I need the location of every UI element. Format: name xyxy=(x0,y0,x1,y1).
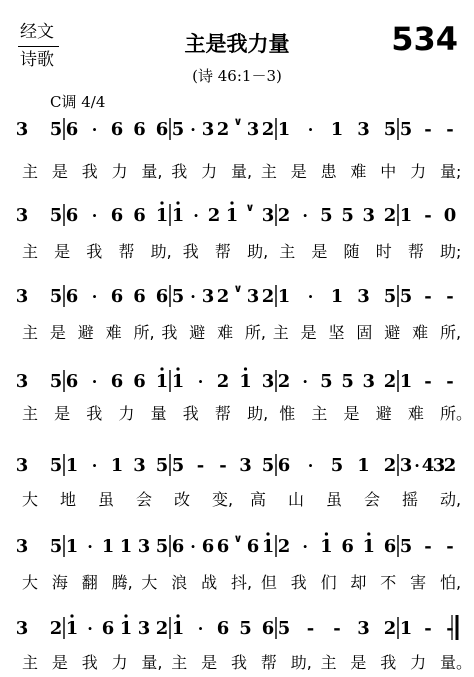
lyric-char: 主 xyxy=(22,653,39,672)
lyric-char: 所, xyxy=(133,323,155,342)
lyric-char: 我 xyxy=(86,404,103,423)
lyric-char: 主 xyxy=(22,242,39,261)
dash-note: - xyxy=(306,618,315,639)
lyric-char: 翻 xyxy=(81,573,98,592)
note: 0 xyxy=(443,205,457,226)
lyric-char: 避 xyxy=(77,323,94,342)
note: 3 xyxy=(137,536,151,557)
note: 5 xyxy=(261,455,275,476)
note: 1 xyxy=(101,536,115,557)
note: 6 xyxy=(65,371,79,392)
dot-note: · xyxy=(193,206,199,225)
octave-dot xyxy=(176,614,179,617)
dot-note: · xyxy=(190,120,196,139)
note: 6 xyxy=(277,455,291,476)
lyric-char: 助; xyxy=(440,242,462,261)
dot-note: · xyxy=(190,537,196,556)
lyric-char: 是 xyxy=(350,653,367,672)
note: 1 xyxy=(399,205,413,226)
lyric-char: 量, xyxy=(141,653,163,672)
note: 6 xyxy=(133,371,146,392)
lyric-char: 惟 xyxy=(279,404,296,423)
lyric-char: 浪 xyxy=(171,573,188,592)
score-line xyxy=(16,454,461,509)
note: 2 xyxy=(277,205,291,226)
lyric-char: 固 xyxy=(356,323,373,342)
octave-dot xyxy=(176,367,179,370)
lyric-char: 难 xyxy=(407,404,424,423)
lyric-char: 帮 xyxy=(214,404,231,423)
lyric-char: 我 xyxy=(290,573,307,592)
dash-note: - xyxy=(424,618,432,639)
note: 1 xyxy=(320,536,333,557)
note: 3 xyxy=(15,119,29,140)
lyric-char: 所。 xyxy=(440,404,473,423)
score-line xyxy=(16,201,462,261)
dot-note: · xyxy=(91,456,98,475)
note: 1 xyxy=(399,371,413,392)
breath-mark: ∨ xyxy=(245,201,255,214)
note: 5 xyxy=(341,371,354,392)
note: 3 xyxy=(201,119,215,140)
lyric-char: 力 xyxy=(410,162,427,181)
lyric-char: 难 xyxy=(217,323,234,342)
lyric-char: 患 xyxy=(320,162,337,181)
score-line xyxy=(16,614,472,672)
lyric-char: 虽 xyxy=(98,490,115,509)
note: 1 xyxy=(277,286,291,307)
lyric-char: 主 xyxy=(260,162,277,181)
lyric-char: 帮 xyxy=(118,242,135,261)
scripture-reference: (诗 46:1－3) xyxy=(192,67,282,85)
dot-note: · xyxy=(302,206,308,225)
lyric-char: 是 xyxy=(311,242,328,261)
note: 1 xyxy=(171,371,185,392)
note: 2 xyxy=(216,286,230,307)
lyric-char: 是 xyxy=(54,242,71,261)
note: 1 xyxy=(225,205,239,226)
note: 2 xyxy=(216,371,230,392)
lyric-char: 抖, xyxy=(231,573,253,592)
lyric-char: 改 xyxy=(174,490,191,509)
note: 3 xyxy=(201,286,215,307)
hymn-number: 534 xyxy=(391,20,458,58)
lyric-char: 摇 xyxy=(402,490,419,509)
lyric-char: 我 xyxy=(231,653,248,672)
note: 2 xyxy=(49,618,63,639)
lyric-char: 大 xyxy=(141,573,158,592)
lyric-char: 是 xyxy=(54,404,71,423)
note: 2 xyxy=(216,119,230,140)
lyric-char: 是 xyxy=(49,323,66,342)
octave-dot xyxy=(160,367,163,370)
dash-note: - xyxy=(446,618,454,639)
lyric-char: 时 xyxy=(375,242,392,261)
lyric-char: 力 xyxy=(118,404,135,423)
note: 5 xyxy=(49,205,63,226)
note: 5 xyxy=(320,371,333,392)
note: 3 xyxy=(261,371,275,392)
dot-note: · xyxy=(190,287,196,306)
note: 3 xyxy=(362,205,376,226)
lyric-char: 我 xyxy=(81,653,98,672)
lyric-char: 助, xyxy=(290,653,312,672)
note: 1 xyxy=(330,286,344,307)
lyric-char: 量 xyxy=(150,404,167,423)
dot-note: · xyxy=(414,456,420,475)
note: 3 xyxy=(432,455,446,476)
lyric-char: 我 xyxy=(171,162,188,181)
lyric-char: 是 xyxy=(343,404,360,423)
lyric-char: 量, xyxy=(231,162,253,181)
note: 3 xyxy=(357,119,370,140)
dash-note: - xyxy=(424,119,432,140)
lyric-char: 我 xyxy=(161,323,178,342)
lyric-char: 大 xyxy=(22,490,39,509)
dot-note: · xyxy=(87,537,93,556)
dash-note: - xyxy=(446,371,454,392)
dot-note: · xyxy=(197,372,204,391)
lyric-char: 随 xyxy=(343,242,360,261)
lyric-char: 主 xyxy=(279,242,296,261)
hymn-title: 主是我力量 xyxy=(184,32,290,56)
lyric-char: 助, xyxy=(150,242,172,261)
lyric-char: 是 xyxy=(51,653,68,672)
breath-mark: ∨ xyxy=(233,282,243,295)
note: 2 xyxy=(383,205,397,226)
lyric-char: 是 xyxy=(290,162,307,181)
note: 5 xyxy=(49,119,63,140)
note: 6 xyxy=(133,119,146,140)
note: 1 xyxy=(155,205,169,226)
note: 6 xyxy=(216,536,230,557)
note: 1 xyxy=(277,119,291,140)
note: 6 xyxy=(65,286,79,307)
note: 3 xyxy=(137,618,151,639)
dot-note: · xyxy=(91,206,98,225)
octave-dot xyxy=(70,614,73,617)
note: 4 xyxy=(421,455,435,476)
note: 1 xyxy=(239,371,252,392)
octave-dot xyxy=(244,367,247,370)
note: 3 xyxy=(399,455,413,476)
lyric-char: 是 xyxy=(51,162,68,181)
note: 1 xyxy=(399,618,413,639)
dash-note: - xyxy=(424,286,432,307)
note: 3 xyxy=(15,618,29,639)
octave-dot xyxy=(325,532,328,535)
lyric-char: 主 xyxy=(22,162,39,181)
lyric-char: 主 xyxy=(171,653,188,672)
note: 3 xyxy=(15,205,29,226)
dot-note: · xyxy=(302,372,308,391)
dash-note: - xyxy=(424,536,432,557)
note: 5 xyxy=(341,205,354,226)
note: 5 xyxy=(383,119,397,140)
note: 6 xyxy=(110,119,124,140)
lyric-char: 难 xyxy=(105,323,122,342)
lyric-char: 大 xyxy=(22,573,39,592)
lyric-char: 高 xyxy=(250,490,267,509)
note: 5 xyxy=(383,286,397,307)
note: 3 xyxy=(15,455,29,476)
dot-note: · xyxy=(307,456,314,475)
lyric-char: 所, xyxy=(244,323,267,342)
octave-dot xyxy=(176,201,179,204)
lyric-char: 力 xyxy=(410,653,427,672)
note: 6 xyxy=(133,286,146,307)
lyric-char: 帮 xyxy=(214,242,231,261)
note: 5 xyxy=(399,286,413,307)
note: 1 xyxy=(330,119,344,140)
note: 5 xyxy=(399,536,413,557)
dot-note: · xyxy=(91,120,98,139)
score-line xyxy=(16,367,472,423)
note: 3 xyxy=(362,371,376,392)
note: 2 xyxy=(261,119,275,140)
lyric-char: 怕, xyxy=(440,573,462,592)
score-line xyxy=(16,115,462,181)
lyric-char: 害 xyxy=(410,573,427,592)
lyric-char: 量, xyxy=(141,162,163,181)
note: 1 xyxy=(119,536,133,557)
dot-note: · xyxy=(87,619,93,638)
note: 6 xyxy=(246,536,260,557)
dash-note: - xyxy=(446,119,454,140)
note: 6 xyxy=(383,536,397,557)
note: 5 xyxy=(155,536,169,557)
lyric-char: 我 xyxy=(81,162,98,181)
note: 3 xyxy=(15,286,29,307)
breath-mark: ∨ xyxy=(233,532,243,545)
note: 2 xyxy=(277,536,291,557)
lyric-char: 主 xyxy=(22,404,39,423)
note: 1 xyxy=(110,455,124,476)
lyric-char: 量; xyxy=(440,162,462,181)
octave-dot xyxy=(160,201,163,204)
category-label-line2: 诗歌 xyxy=(20,50,54,70)
dash-note: - xyxy=(446,536,454,557)
lyric-char: 避 xyxy=(375,404,392,423)
lyric-char: 量。 xyxy=(440,653,473,672)
note: 2 xyxy=(261,286,275,307)
lyric-char: 我 xyxy=(182,242,199,261)
note: 5 xyxy=(171,286,185,307)
lyric-char: 山 xyxy=(288,490,305,509)
lyric-char: 主 xyxy=(272,323,289,342)
octave-dot xyxy=(266,532,269,535)
dot-note: · xyxy=(302,537,308,556)
octave-dot xyxy=(367,532,370,535)
note: 3 xyxy=(246,119,260,140)
lyric-char: 助, xyxy=(247,242,269,261)
note: 6 xyxy=(216,618,230,639)
lyric-char: 但 xyxy=(260,573,277,592)
lyric-char: 却 xyxy=(350,573,367,592)
octave-dot xyxy=(230,201,233,204)
note: 2 xyxy=(277,371,291,392)
lyric-char: 我 xyxy=(86,242,103,261)
note: 6 xyxy=(201,536,215,557)
lyric-char: 避 xyxy=(189,323,206,342)
dash-note: - xyxy=(333,618,341,639)
lyric-char: 主 xyxy=(311,404,328,423)
note: 5 xyxy=(171,119,185,140)
lyric-char: 难 xyxy=(350,162,367,181)
note: 1 xyxy=(155,371,169,392)
note: 3 xyxy=(357,286,370,307)
dot-note: · xyxy=(307,120,314,139)
lyric-char: 海 xyxy=(51,573,68,592)
note: 3 xyxy=(133,455,146,476)
note: 5 xyxy=(49,536,63,557)
dot-note: · xyxy=(91,372,98,391)
lyric-char: 主 xyxy=(22,323,39,342)
note: 6 xyxy=(155,119,169,140)
lyric-char: 战 xyxy=(201,573,218,592)
note: 5 xyxy=(277,618,291,639)
dash-note: - xyxy=(446,286,454,307)
note: 3 xyxy=(357,618,370,639)
lyric-char: 避 xyxy=(384,323,401,342)
note: 3 xyxy=(239,455,252,476)
lyric-char: 主 xyxy=(320,653,337,672)
note: 5 xyxy=(49,455,63,476)
note: 1 xyxy=(119,618,133,639)
note: 3 xyxy=(246,286,260,307)
dash-note: - xyxy=(219,455,227,476)
lyric-char: 坚 xyxy=(328,323,345,342)
note: 6 xyxy=(133,205,146,226)
lyric-char: 会 xyxy=(136,490,153,509)
note: 2 xyxy=(383,618,397,639)
lyric-char: 虽 xyxy=(326,490,343,509)
lyric-char: 地 xyxy=(60,490,77,509)
note: 2 xyxy=(207,205,221,226)
note: 5 xyxy=(49,286,63,307)
note: 2 xyxy=(443,455,457,476)
note: 5 xyxy=(399,119,413,140)
note: 3 xyxy=(261,205,275,226)
note: 6 xyxy=(110,205,124,226)
note: 6 xyxy=(341,536,354,557)
key-signature: C调 4/4 xyxy=(50,93,106,111)
lyric-char: 力 xyxy=(111,162,128,181)
dot-note: · xyxy=(197,619,204,638)
note: 1 xyxy=(362,536,376,557)
note: 1 xyxy=(65,455,79,476)
note: 5 xyxy=(320,205,333,226)
note: 3 xyxy=(15,536,29,557)
score-line xyxy=(16,532,461,592)
lyric-char: 难 xyxy=(412,323,429,342)
note: 6 xyxy=(65,119,79,140)
note: 3 xyxy=(15,371,29,392)
dash-note: - xyxy=(196,455,205,476)
lyric-char: 力 xyxy=(111,653,128,672)
note: 5 xyxy=(330,455,344,476)
note: 1 xyxy=(357,455,370,476)
note: 2 xyxy=(155,618,169,639)
note: 2 xyxy=(383,455,397,476)
lyric-char: 力 xyxy=(201,162,218,181)
lyric-char: 腾, xyxy=(111,573,133,592)
note: 6 xyxy=(101,618,115,639)
note: 1 xyxy=(171,618,185,639)
score-line xyxy=(16,282,461,342)
lyric-char: 所, xyxy=(440,323,462,342)
note: 6 xyxy=(110,286,124,307)
lyric-char: 动, xyxy=(440,490,462,509)
lyric-char: 不 xyxy=(380,573,397,592)
note: 6 xyxy=(171,536,185,557)
note: 6 xyxy=(65,205,79,226)
octave-dot xyxy=(124,614,127,617)
category-label-line1: 经文 xyxy=(20,22,54,42)
lyric-char: 帮 xyxy=(260,653,277,672)
lyric-char: 我 xyxy=(182,404,199,423)
note: 5 xyxy=(171,455,185,476)
note: 2 xyxy=(383,371,397,392)
lyric-char: 帮 xyxy=(407,242,424,261)
lyric-char: 们 xyxy=(320,573,337,592)
note: 5 xyxy=(49,371,63,392)
note: 6 xyxy=(261,618,275,639)
note: 6 xyxy=(110,371,124,392)
note: 1 xyxy=(65,536,79,557)
note: 6 xyxy=(155,286,169,307)
lyric-char: 中 xyxy=(380,162,397,181)
lyric-char: 助, xyxy=(247,404,269,423)
note: 1 xyxy=(261,536,275,557)
note: 1 xyxy=(171,205,185,226)
dot-note: · xyxy=(307,287,314,306)
lyric-char: 变, xyxy=(212,490,234,509)
note: 5 xyxy=(155,455,169,476)
lyric-char: 是 xyxy=(300,323,317,342)
dash-note: - xyxy=(424,205,432,226)
lyric-char: 是 xyxy=(201,653,218,672)
dot-note: · xyxy=(91,287,98,306)
lyric-char: 我 xyxy=(380,653,397,672)
lyric-char: 会 xyxy=(364,490,381,509)
breath-mark: ∨ xyxy=(233,115,243,128)
note: 1 xyxy=(65,618,79,639)
dash-note: - xyxy=(424,371,432,392)
note: 5 xyxy=(239,618,252,639)
